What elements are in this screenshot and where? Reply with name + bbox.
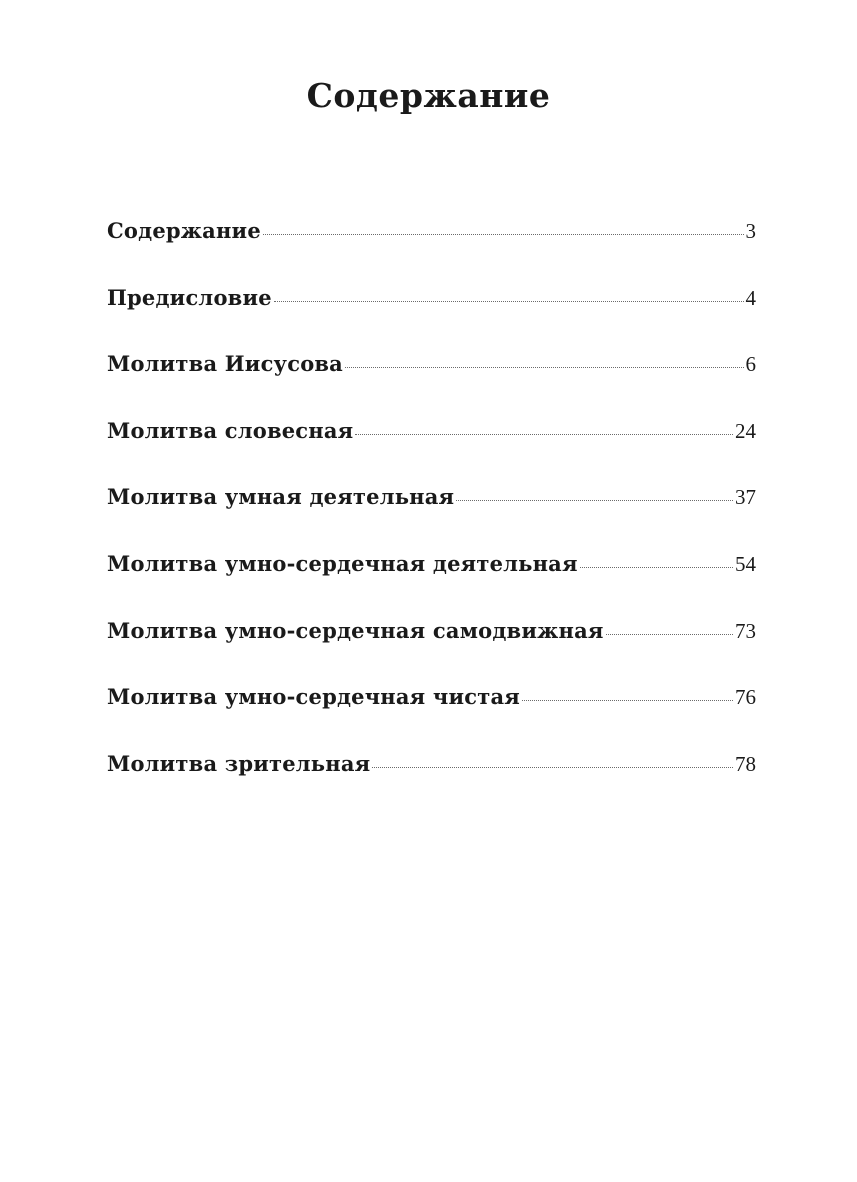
toc-entry-page: 54 <box>735 551 756 576</box>
toc-entry-label: Молитва зрительная <box>107 750 371 776</box>
dot-leader <box>274 301 744 302</box>
dot-leader <box>580 567 733 568</box>
toc-entry-page: 4 <box>745 285 756 310</box>
toc-entry[interactable] <box>107 213 756 280</box>
toc-entry-page: 76 <box>735 685 756 710</box>
toc-entry[interactable] <box>107 413 756 480</box>
toc-entry-page: 73 <box>735 618 756 643</box>
table-of-contents <box>107 213 756 812</box>
toc-entry-page: 78 <box>735 751 756 776</box>
toc-entry-page: 37 <box>735 485 756 510</box>
toc-entry[interactable] <box>107 613 756 680</box>
dot-leader <box>456 500 733 501</box>
dot-leader <box>355 434 733 435</box>
toc-entry-label: Молитва умная деятельная <box>107 484 455 510</box>
toc-entry[interactable] <box>107 746 756 813</box>
toc-entry[interactable] <box>107 346 756 413</box>
toc-entry-page: 24 <box>735 418 756 443</box>
toc-entry[interactable] <box>107 546 756 613</box>
dot-leader <box>263 234 744 235</box>
toc-entry-label: Предисловие <box>107 284 272 310</box>
toc-entry-label: Молитва словесная <box>107 417 354 443</box>
toc-entry-label: Содержание <box>107 218 261 243</box>
dot-leader <box>345 367 744 368</box>
dot-leader <box>372 767 733 768</box>
toc-entry-label: Молитва умно-сердечная самодвижная <box>107 617 604 643</box>
dot-leader <box>522 700 733 701</box>
toc-entry-label: Молитва умно-сердечная деятельная <box>107 550 578 576</box>
toc-entry[interactable] <box>107 679 756 746</box>
toc-entry-label: Молитва умно-сердечная чистая <box>107 684 520 710</box>
toc-entry[interactable] <box>107 280 756 347</box>
page-title: Содержание <box>306 76 551 115</box>
dot-leader <box>606 634 733 635</box>
toc-entry-label: Молитва Иисусова <box>107 351 343 377</box>
toc-entry-page: 6 <box>745 352 756 377</box>
toc-entry[interactable] <box>107 479 756 546</box>
toc-entry-page: 3 <box>745 219 756 243</box>
